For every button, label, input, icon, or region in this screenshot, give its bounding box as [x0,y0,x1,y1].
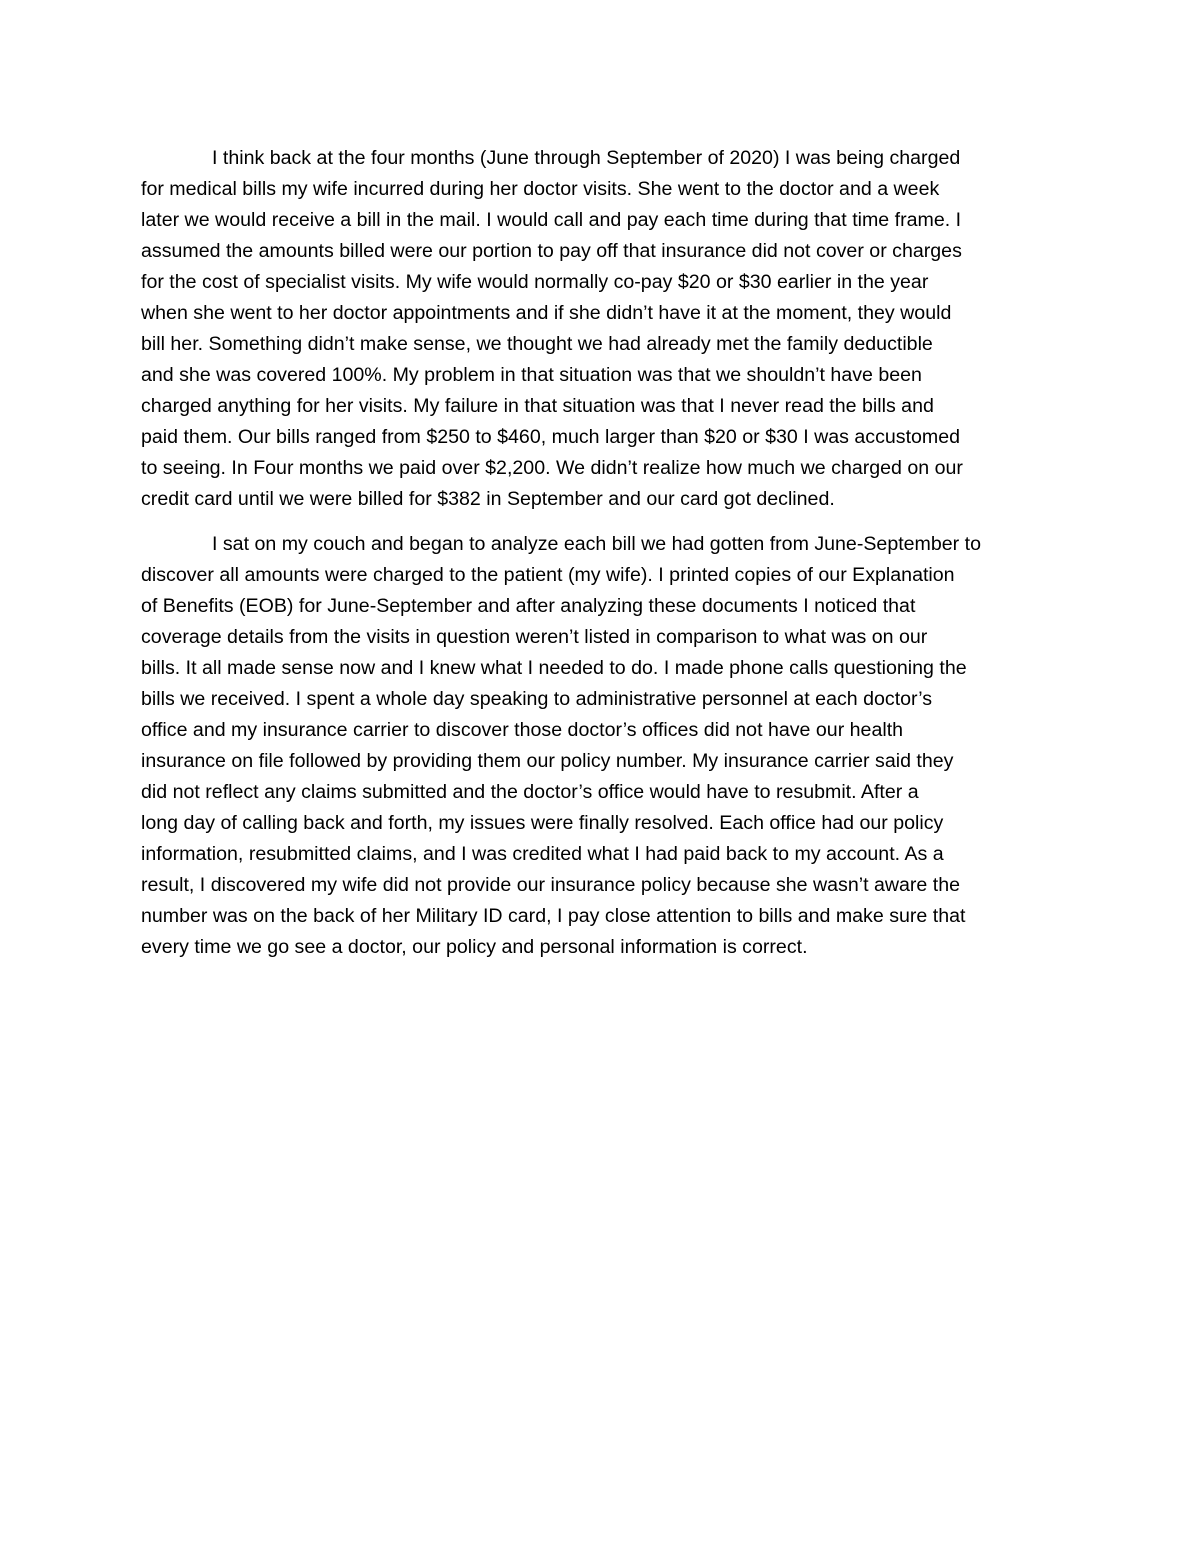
text-line: assumed the amounts billed were our portion to pay off that insurance did not cover or charges [141,240,962,262]
text-line: result, I discovered my wife did not provide our insurance policy because she wasn’t aware the [141,874,961,896]
text-line: later we would receive a bill in the mail. I would call and pay each time during that time frame. I [141,209,962,231]
text-line: bill her. Something didn’t make sense, we thought we had already met the family deductible [141,333,933,355]
text-line: when she went to her doctor appointments and if she didn’t have it at the moment, they would [141,302,952,324]
text-line: insurance on file followed by providing them our policy number. My insurance carrier said they [141,750,954,772]
text-line: every time we go see a doctor, our policy and personal information is correct. [141,936,808,958]
document-body [141,143,1061,963]
text-line: paid them. Our bills ranged from $250 to $460, much larger than $20 or $30 I was accustomed [141,426,961,448]
paragraph-2 [141,529,1061,963]
text-line: and she was covered 100%. My problem in that situation was that we shouldn’t have been [141,364,922,386]
text-line: to seeing. In Four months we paid over $2,200. We didn’t realize how much we charged on our [141,457,963,479]
text-line: for the cost of specialist visits. My wife would normally co-pay $20 or $30 earlier in the year [141,271,929,293]
text-line: bills we received. I spent a whole day speaking to administrative personnel at each doctor’s [141,688,933,710]
text-line: office and my insurance carrier to discover those doctor’s offices did not have our health [141,719,904,741]
text-line: credit card until we were billed for $382 in September and our card got declined. [141,488,835,510]
text-line: I think back at the four months (June through September of 2020) I was being charged [212,147,961,169]
text-line: discover all amounts were charged to the patient (my wife). I printed copies of our Explanation [141,564,955,586]
text-line: long day of calling back and forth, my issues were finally resolved. Each office had our policy [141,812,944,834]
text-line: I sat on my couch and began to analyze each bill we had gotten from June-September to [212,533,981,555]
text-line: of Benefits (EOB) for June-September and after analyzing these documents I noticed that [141,595,916,617]
text-line: bills. It all made sense now and I knew what I needed to do. I made phone calls questioning the [141,657,967,679]
text-line: charged anything for her visits. My failure in that situation was that I never read the bills and [141,395,934,417]
text-line: coverage details from the visits in question weren’t listed in comparison to what was on our [141,626,928,648]
paragraph-1 [141,143,1061,515]
text-line: for medical bills my wife incurred during her doctor visits. She went to the doctor and a week [141,178,940,200]
text-line: information, resubmitted claims, and I was credited what I had paid back to my account. As a [141,843,944,865]
text-line: did not reflect any claims submitted and the doctor’s office would have to resubmit. After a [141,781,919,803]
text-line: number was on the back of her Military ID card, I pay close attention to bills and make sure that [141,905,966,927]
